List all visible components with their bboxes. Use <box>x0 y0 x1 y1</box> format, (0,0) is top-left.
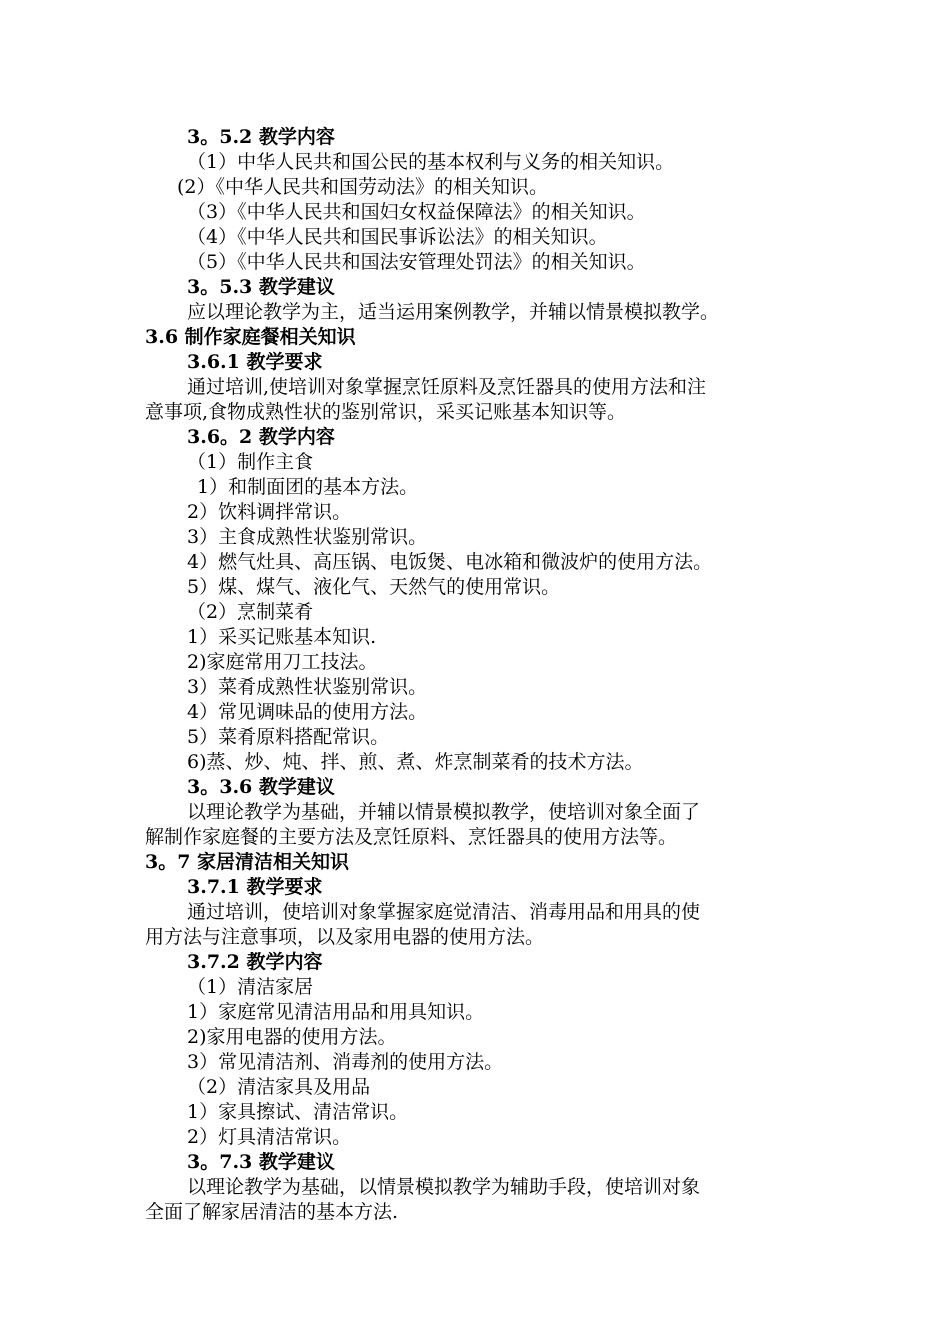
list-item: 2）灯具清洁常识。 <box>187 1126 352 1148</box>
list-item: 1）采买记账基本知识. <box>187 626 377 648</box>
paragraph-line: 以理论教学为基础，并辅以情景模拟教学，使培训对象全面了 <box>187 801 701 823</box>
list-item: 2）饮料调拌常识。 <box>187 501 352 523</box>
list-item: 5）菜肴原料搭配常识。 <box>187 726 390 748</box>
subheading-3-6-2: 3.6。2 教学内容 <box>187 426 335 448</box>
subheading-3-6-1: 3.6.1 教学要求 <box>187 351 323 373</box>
subheading-3-3-6: 3。3.6 教学建议 <box>187 776 335 798</box>
list-item: 1）家具擦试、清洁常识。 <box>187 1101 409 1123</box>
list-item: 4）燃气灶具、高压锅、电饭煲、电冰箱和微波炉的使用方法。 <box>187 551 713 573</box>
subheading-3-5-3: 3。5.3 教学建议 <box>187 276 335 298</box>
heading-3-7: 3。7 家居清洁相关知识 <box>145 851 350 873</box>
list-item: 2)家庭常用刀工技法。 <box>187 651 378 673</box>
list-item: 5）煤、煤气、液化气、天然气的使用常识。 <box>187 576 561 598</box>
list-item: 1）家庭常见清洁用品和用具知识。 <box>187 1001 485 1023</box>
paragraph-line: 通过培训，使培训对象掌握家庭觉清洁、消毒用品和用具的使 <box>187 901 701 923</box>
list-item: 2)家用电器的使用方法。 <box>187 1026 397 1048</box>
list-item: （4）《中华人民共和国民事诉讼法》的相关知识。 <box>187 226 608 248</box>
subheading-3-5-2: 3。5.2 教学内容 <box>187 126 335 148</box>
paragraph-line: 以理论教学为基础，以情景模拟教学为辅助手段，使培训对象 <box>187 1176 701 1198</box>
paragraph-line: 用方法与注意事项，以及家用电器的使用方法。 <box>145 926 545 948</box>
list-item: 3）主食成熟性状鉴别常识。 <box>187 526 428 548</box>
list-item: 1）和制面团的基本方法。 <box>197 476 419 498</box>
list-item: （2）清洁家具及用品 <box>187 1076 371 1098</box>
paragraph-line: 意事项,食物成熟性状的鉴别常识，采买记账基本知识等。 <box>145 401 627 423</box>
list-item: （3）《中华人民共和国妇女权益保障法》的相关知识。 <box>187 201 646 223</box>
list-item: 3）菜肴成熟性状鉴别常识。 <box>187 676 428 698</box>
list-item: （5）《中华人民共和国法安管理处罚法》的相关知识。 <box>187 251 646 273</box>
paragraph-line: 通过培训,使培训对象掌握烹饪原料及烹饪器具的使用方法和注 <box>187 376 707 398</box>
subheading-3-7-1: 3.7.1 教学要求 <box>187 876 323 898</box>
list-item: 3）常见清洁剂、消毒剂的使用方法。 <box>187 1051 504 1073</box>
subheading-3-7-3: 3。7.3 教学建议 <box>187 1151 335 1173</box>
paragraph-line: 应以理论教学为主，适当运用案例教学，并辅以情景模拟教学。 <box>187 301 720 323</box>
paragraph-line: 解制作家庭餐的主要方法及烹饪原料、烹饪器具的使用方法等。 <box>145 826 678 848</box>
list-item: （1）清洁家居 <box>187 976 314 998</box>
paragraph-line: 全面了解家居清洁的基本方法. <box>145 1201 399 1223</box>
subheading-3-7-2: 3.7.2 教学内容 <box>187 951 323 973</box>
heading-3-6: 3.6 制作家庭餐相关知识 <box>145 326 356 348</box>
list-item: 6)蒸、炒、炖、拌、煎、煮、炸烹制菜肴的技术方法。 <box>187 751 644 773</box>
list-item: （1）制作主食 <box>187 451 314 473</box>
list-item: （2）烹制菜肴 <box>187 601 314 623</box>
list-item: (2）《中华人民共和国劳动法》的相关知识。 <box>177 176 549 198</box>
list-item: （1）中华人民共和国公民的基本权利与义务的相关知识。 <box>187 151 675 173</box>
list-item: 4）常见调味品的使用方法。 <box>187 701 428 723</box>
